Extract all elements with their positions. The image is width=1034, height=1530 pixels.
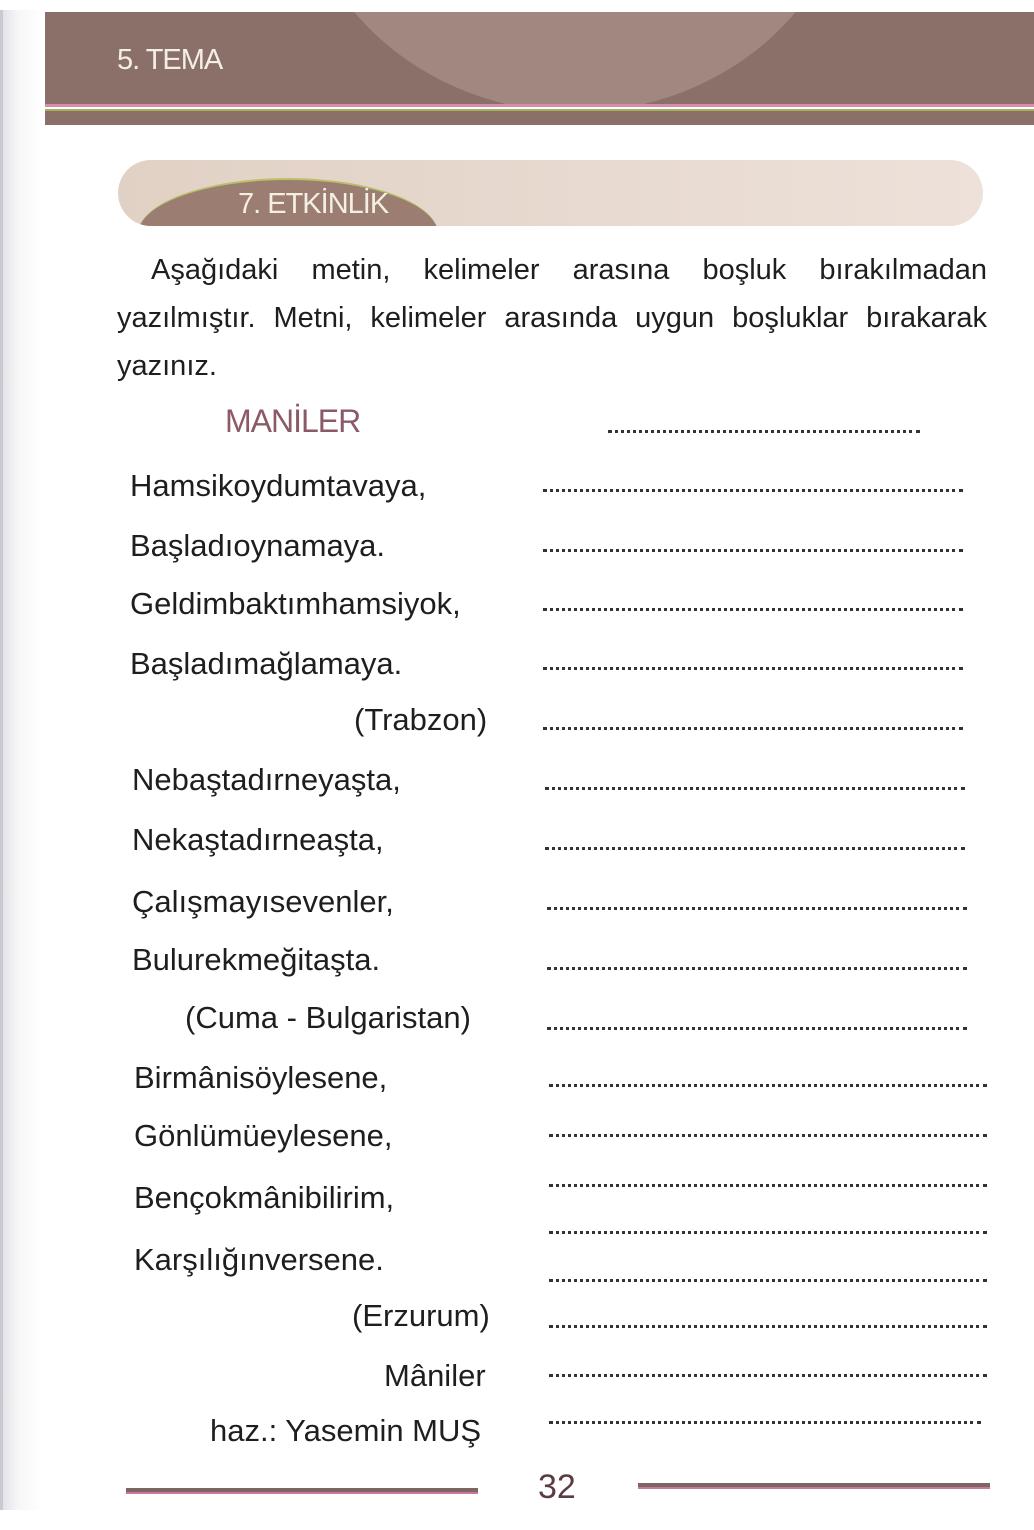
poem-source: (Cuma - Bulgaristan) [185, 1000, 471, 1035]
answer-line[interactable] [549, 1325, 987, 1328]
poem-book-title: Mâniler [384, 1358, 486, 1393]
header-band [45, 109, 1034, 125]
answer-line[interactable] [547, 967, 967, 970]
poem-line: Gönlümüeylesene, [134, 1118, 393, 1153]
poem-line: Başladıoynamaya. [130, 528, 386, 563]
poem-line: Karşılığınversene. [134, 1242, 384, 1277]
poem-line: Birmânisöylesene, [134, 1060, 388, 1095]
page-edge [0, 10, 43, 1510]
answer-line[interactable] [545, 847, 965, 850]
poem-line: Başladımağlamaya. [130, 646, 403, 681]
poem-line: Geldimbaktımhamsiyok, [130, 586, 461, 621]
answer-line[interactable] [549, 1231, 987, 1234]
poem-source: (Trabzon) [354, 702, 488, 737]
poem-line: Nebaştadırneyaşta, [132, 762, 401, 797]
page-number: 32 [538, 1468, 576, 1506]
theme-header [45, 12, 1034, 104]
answer-line[interactable] [549, 1374, 987, 1377]
header-divider [45, 104, 1034, 107]
footer-rule-right [638, 1483, 990, 1489]
answer-line[interactable] [543, 489, 963, 492]
activity-banner [118, 160, 983, 226]
answer-line[interactable] [543, 608, 963, 611]
answer-line[interactable] [543, 667, 963, 670]
poem-line: Nekaştadırneaşta, [132, 822, 384, 857]
answer-line[interactable] [549, 1084, 987, 1087]
answer-line[interactable] [608, 430, 920, 433]
answer-line[interactable] [547, 1027, 967, 1030]
poem-author: haz.: Yasemin MUŞ [210, 1413, 482, 1448]
poem-line: Bulurekmeğitaşta. [132, 942, 381, 977]
theme-title: 5. TEMA [117, 44, 223, 76]
answer-line[interactable] [547, 907, 967, 910]
answer-line[interactable] [549, 1134, 987, 1137]
answer-line[interactable] [549, 1184, 987, 1187]
poem-source: (Erzurum) [352, 1298, 490, 1333]
poem-title: MANİLER [225, 403, 361, 439]
answer-line[interactable] [549, 1279, 987, 1282]
poem-line: Hamsikoydumtavaya, [130, 468, 427, 503]
answer-line[interactable] [545, 787, 965, 790]
answer-line[interactable] [543, 727, 963, 730]
poem-line: Bençokmânibilirim, [134, 1180, 395, 1215]
answer-line[interactable] [543, 549, 963, 552]
instructions: Aşağıdaki metin, kelimeler arasına boşluk bırakılmadan yazılmıştır. Metni, kelimeler arasında uygun boşluklar bırakarak yazınız. [117, 254, 987, 382]
header-decoration [295, 12, 855, 104]
poem-line: Çalışmayısevenler, [132, 884, 394, 919]
answer-line[interactable] [549, 1421, 981, 1424]
footer-rule-left [126, 1488, 478, 1494]
activity-title: 7. ETKİNLİK [238, 188, 389, 220]
